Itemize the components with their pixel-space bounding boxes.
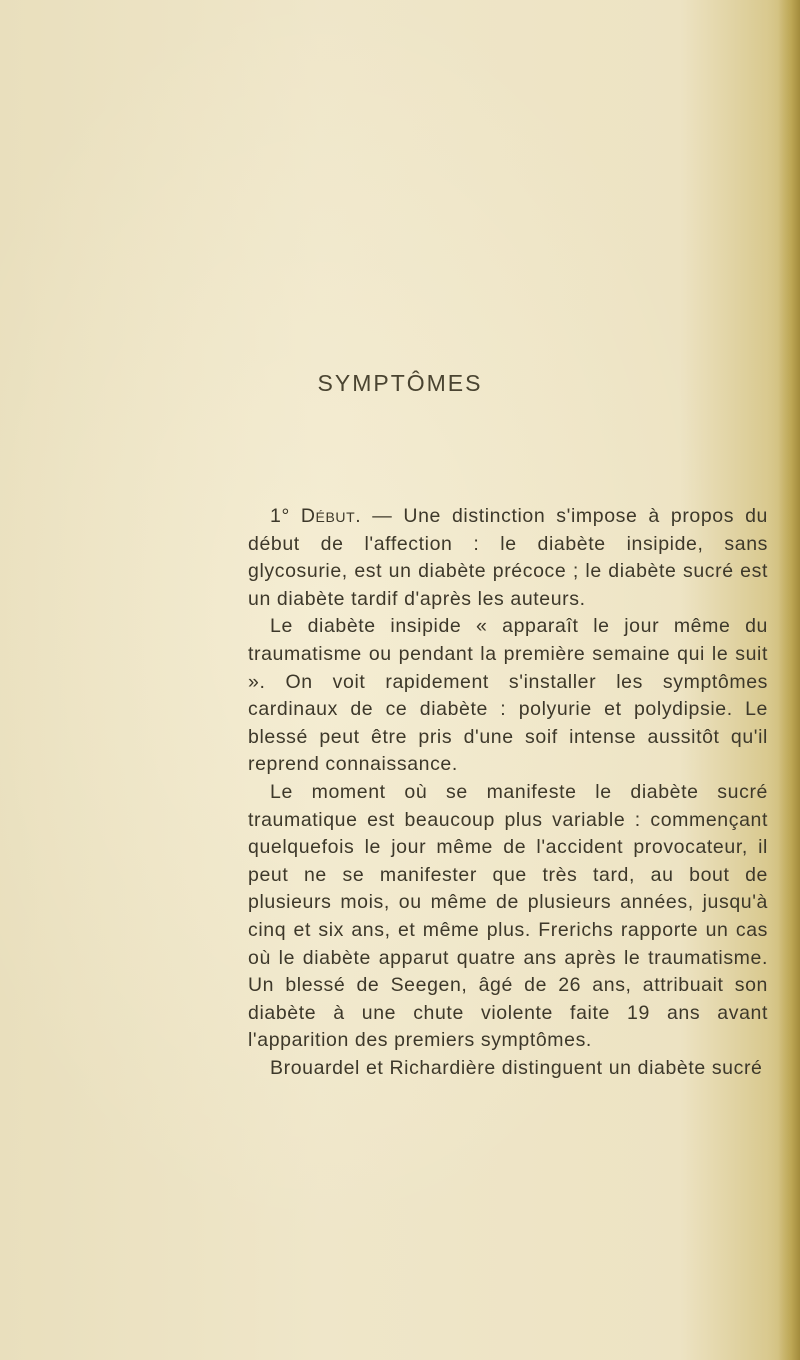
paragraph-text: Le moment où se manifeste le diabète sucré traumatique est beaucoup plus variable : commençant quelquefois le jour même de l'accident provocateur, il peut ne se manifester que très tard, au bout de plusieurs mois, ou même de plusieurs années, jusqu'à cinq et six ans, et même plus. Frerichs rapporte un cas où le diabète apparut quatre ans après le traumatisme. Un blessé de Seegen, âgé de 26 ans, attribuait son diabète à une chute violente faite 19 ans avant l'apparition des premiers symptômes. xyxy=(248,780,768,1052)
body-text xyxy=(248,503,768,1082)
paragraph-3 xyxy=(248,779,768,1055)
paragraph-2 xyxy=(248,613,768,779)
page-edge-shadow xyxy=(778,0,800,1360)
paragraph-text: Brouardel et Richardière distinguent un diabète sucré xyxy=(270,1056,763,1079)
paragraph-1 xyxy=(248,503,768,613)
paragraph-4 xyxy=(248,1055,768,1083)
section-title: SYMPTÔMES xyxy=(317,370,483,396)
paragraph-lead: 1° Début. — xyxy=(270,505,393,527)
paragraph-text: Le diabète insipide « apparaît le jour même du traumatisme ou pendant la première semaine qui le suit ». On voit rapidement s'installer les symptômes cardinaux de ce diabète : polyurie et polydipsie. Le blessé peut être pris d'une soif intense aussitôt qu'il reprend connaissance. xyxy=(248,615,768,776)
paragraph-text: Une distinction s'impose à propos du début de l'affection : le diabète insipide, sans glycosurie, est un diabète précoce ; le diabète sucré est un diabète tardif d'après les auteurs. xyxy=(248,505,768,610)
